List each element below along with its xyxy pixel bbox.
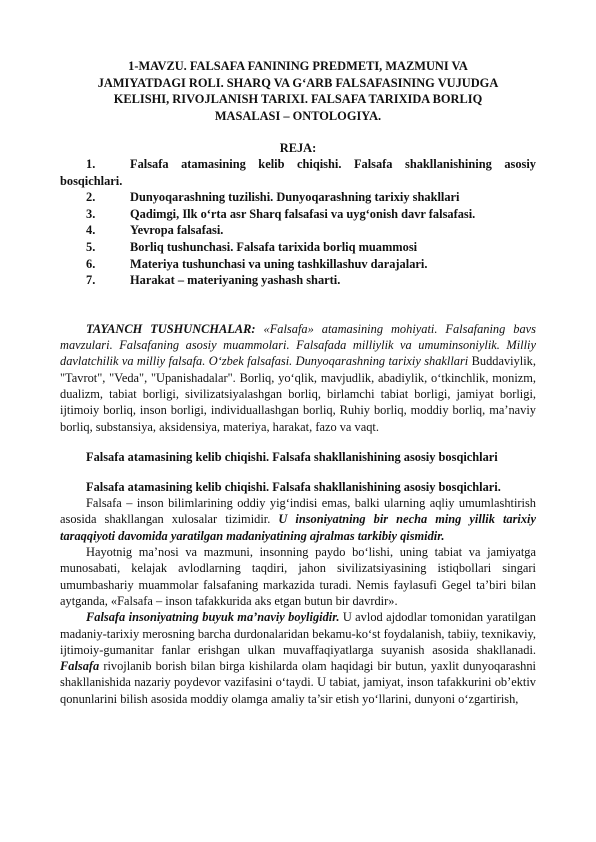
title-line-1: 1-MAVZU. FALSAFA FANINING PREDMETI, MAZMUNI VA — [128, 59, 468, 73]
key-concepts-italic-text: «Falsafa» atamasining mohiyati. Falsafaning bavs mavzulari. Falsafaning asosiy muammolari. Falsafada milliylik va umuminsoniylik. Milliy davlatchilik va milliy falsafa. O‘zbek falsafasi. Dunyoqarashning tarixiy shakllari — [60, 321, 536, 369]
body-paragraph-4-plain-2: rivojlanib borish bilan birga kishilarda olam haqidagi bir butun, yaxlit dunyoqarashni shakllanishida nazariy poydevor vazifasini o‘taydi. U tabiat, jamiyat, inson tafakkurini ob’ektiv qonunlarini bilish asosida moddiy olamga amaliy ta’sir etish yo‘llarini, dunyoni o‘zgartirish, — [60, 659, 536, 706]
plan-heading: REJA: — [279, 141, 317, 155]
document-page — [60, 58, 536, 707]
body-paragraph-4-emphasis: Falsafa insoniyatning buyuk ma’naviy boyligidir. — [86, 610, 340, 625]
body-paragraph-4-plain-1: U avlod ajdodlar tomonidan yaratilgan madaniy-tarixiy merosning barcha durdonalaridan bekamu-ko‘st foydalanish, tabiiy, texnikaviy, ijtimoiy-gumanitar fanlar erishgan ulkan muvaffaqiyatlarga suyanish asosida shakllanadi. — [60, 610, 536, 657]
plan-item-text: Qadimgi, Ilk o‘rta asr Sharq falsafasi va uyg‘onish davr falsafasi. — [130, 206, 476, 221]
plan-item-text: Materiya tushunchasi va uning tashkillashuv darajalari. — [130, 256, 428, 271]
plan-item-number: 6. — [86, 256, 96, 271]
body-paragraph-4 — [60, 609, 536, 707]
plan-item — [60, 156, 536, 189]
document-title — [60, 58, 536, 124]
plan-item-text: Falsafa atamasining kelib chiqishi. Falsafa shakllanishining asosiy bosqichlari. — [60, 157, 536, 188]
key-concepts-paragraph — [60, 321, 536, 435]
title-line-4: MASALASI – ONTOLOGIYA. — [214, 108, 382, 123]
title-line-2: JAMIYATDAGI ROLI. SHARQ VA G‘ARB FALSAFASINING VUJUDGA — [97, 75, 499, 90]
plan-item-number: 2. — [86, 190, 96, 205]
key-concepts-label: TAYANCH TUSHUNCHALAR: — [86, 321, 256, 336]
plan-item-number: 3. — [86, 206, 96, 221]
plan-item — [60, 189, 536, 206]
plan-item-text: Borliq tushunchasi. Falsafa tarixida borliq muammosi — [130, 239, 418, 254]
key-concepts-plain-text: Buddaviylik, "Tavrot", "Veda", "Upanishadalar". Borliq, yo‘qlik, mavjudlik, abadiylik, o‘tkinchlik, monizm, dualizm, tabiat borligi, sivilizatsiyalashgan borliq, birlamchi tabiat borligi, jamiyat borligi, ijtimoiy borliq, inson borligi, individuallashgan borliq, Ruhiy borliq, moddiy borliq, ma’naviy borliq, substansiya, aksidensiya, materiya, harakat, fazo va vaqt. — [60, 354, 536, 434]
plan-item — [60, 239, 536, 256]
plan-item-number: 1. — [86, 157, 96, 171]
plan-item-number: 7. — [86, 273, 96, 288]
title-line-3: KELISHI, RIVOJLANISH TARIXI. FALSAFA TARIXIDA BORLIQ — [113, 92, 483, 106]
section-heading: Falsafa atamasining kelib chiqishi. Falsafa shakllanishining asosiy bosqichlari — [86, 449, 498, 464]
plan-item — [60, 222, 536, 239]
plan-item-number: 5. — [86, 239, 96, 254]
plan-item — [60, 256, 536, 273]
body-paragraph-2-emphasis: U insoniyatning bir necha ming yillik tarixiy taraqqiyoti davomida yaratilgan madaniyatining ajralmas tarkibiy qismidir. — [60, 512, 536, 543]
plan-item-text: Dunyoqarashning tuzilishi. Dunyoqarashning tarixiy shakllari — [130, 190, 460, 205]
plan-item-number: 4. — [86, 223, 96, 238]
plan-item-text: Harakat – materiyaning yashash sharti. — [130, 273, 341, 288]
plan-item — [60, 206, 536, 223]
plan-item — [60, 272, 536, 289]
body-paragraph-4-emphasis-2: Falsafa — [60, 659, 100, 674]
plan-list — [60, 156, 536, 289]
body-paragraph-2 — [60, 495, 536, 544]
body-paragraph-1: Falsafa atamasining kelib chiqishi. Falsafa shakllanishining asosiy bosqichlari. — [86, 479, 501, 494]
body-paragraph-3: Hayotnig ma’nosi va mazmuni, insonning paydo bo‘lishi, uning tabiat va jamiyatga munosabati, kelajak avlodlarning taqdiri, jahon sivilizatsiyasining istiqbollari singari umumbashariy muammolar falsafaning markazida turadi. Nemis faylasufi Gegel ta’biri bilan aytganda, «Falsafa – inson tafakkurida aks etgan butun bir davrdir». — [60, 545, 536, 608]
body-paragraph-2-plain: Falsafa – inson bilimlarining oddiy yig‘indisi emas, balki ularning aqliy umumlashtirish asosida shakllangan xulosalar tizimidir. — [60, 496, 536, 527]
plan-item-text: Yevropa falsafasi. — [130, 223, 224, 238]
